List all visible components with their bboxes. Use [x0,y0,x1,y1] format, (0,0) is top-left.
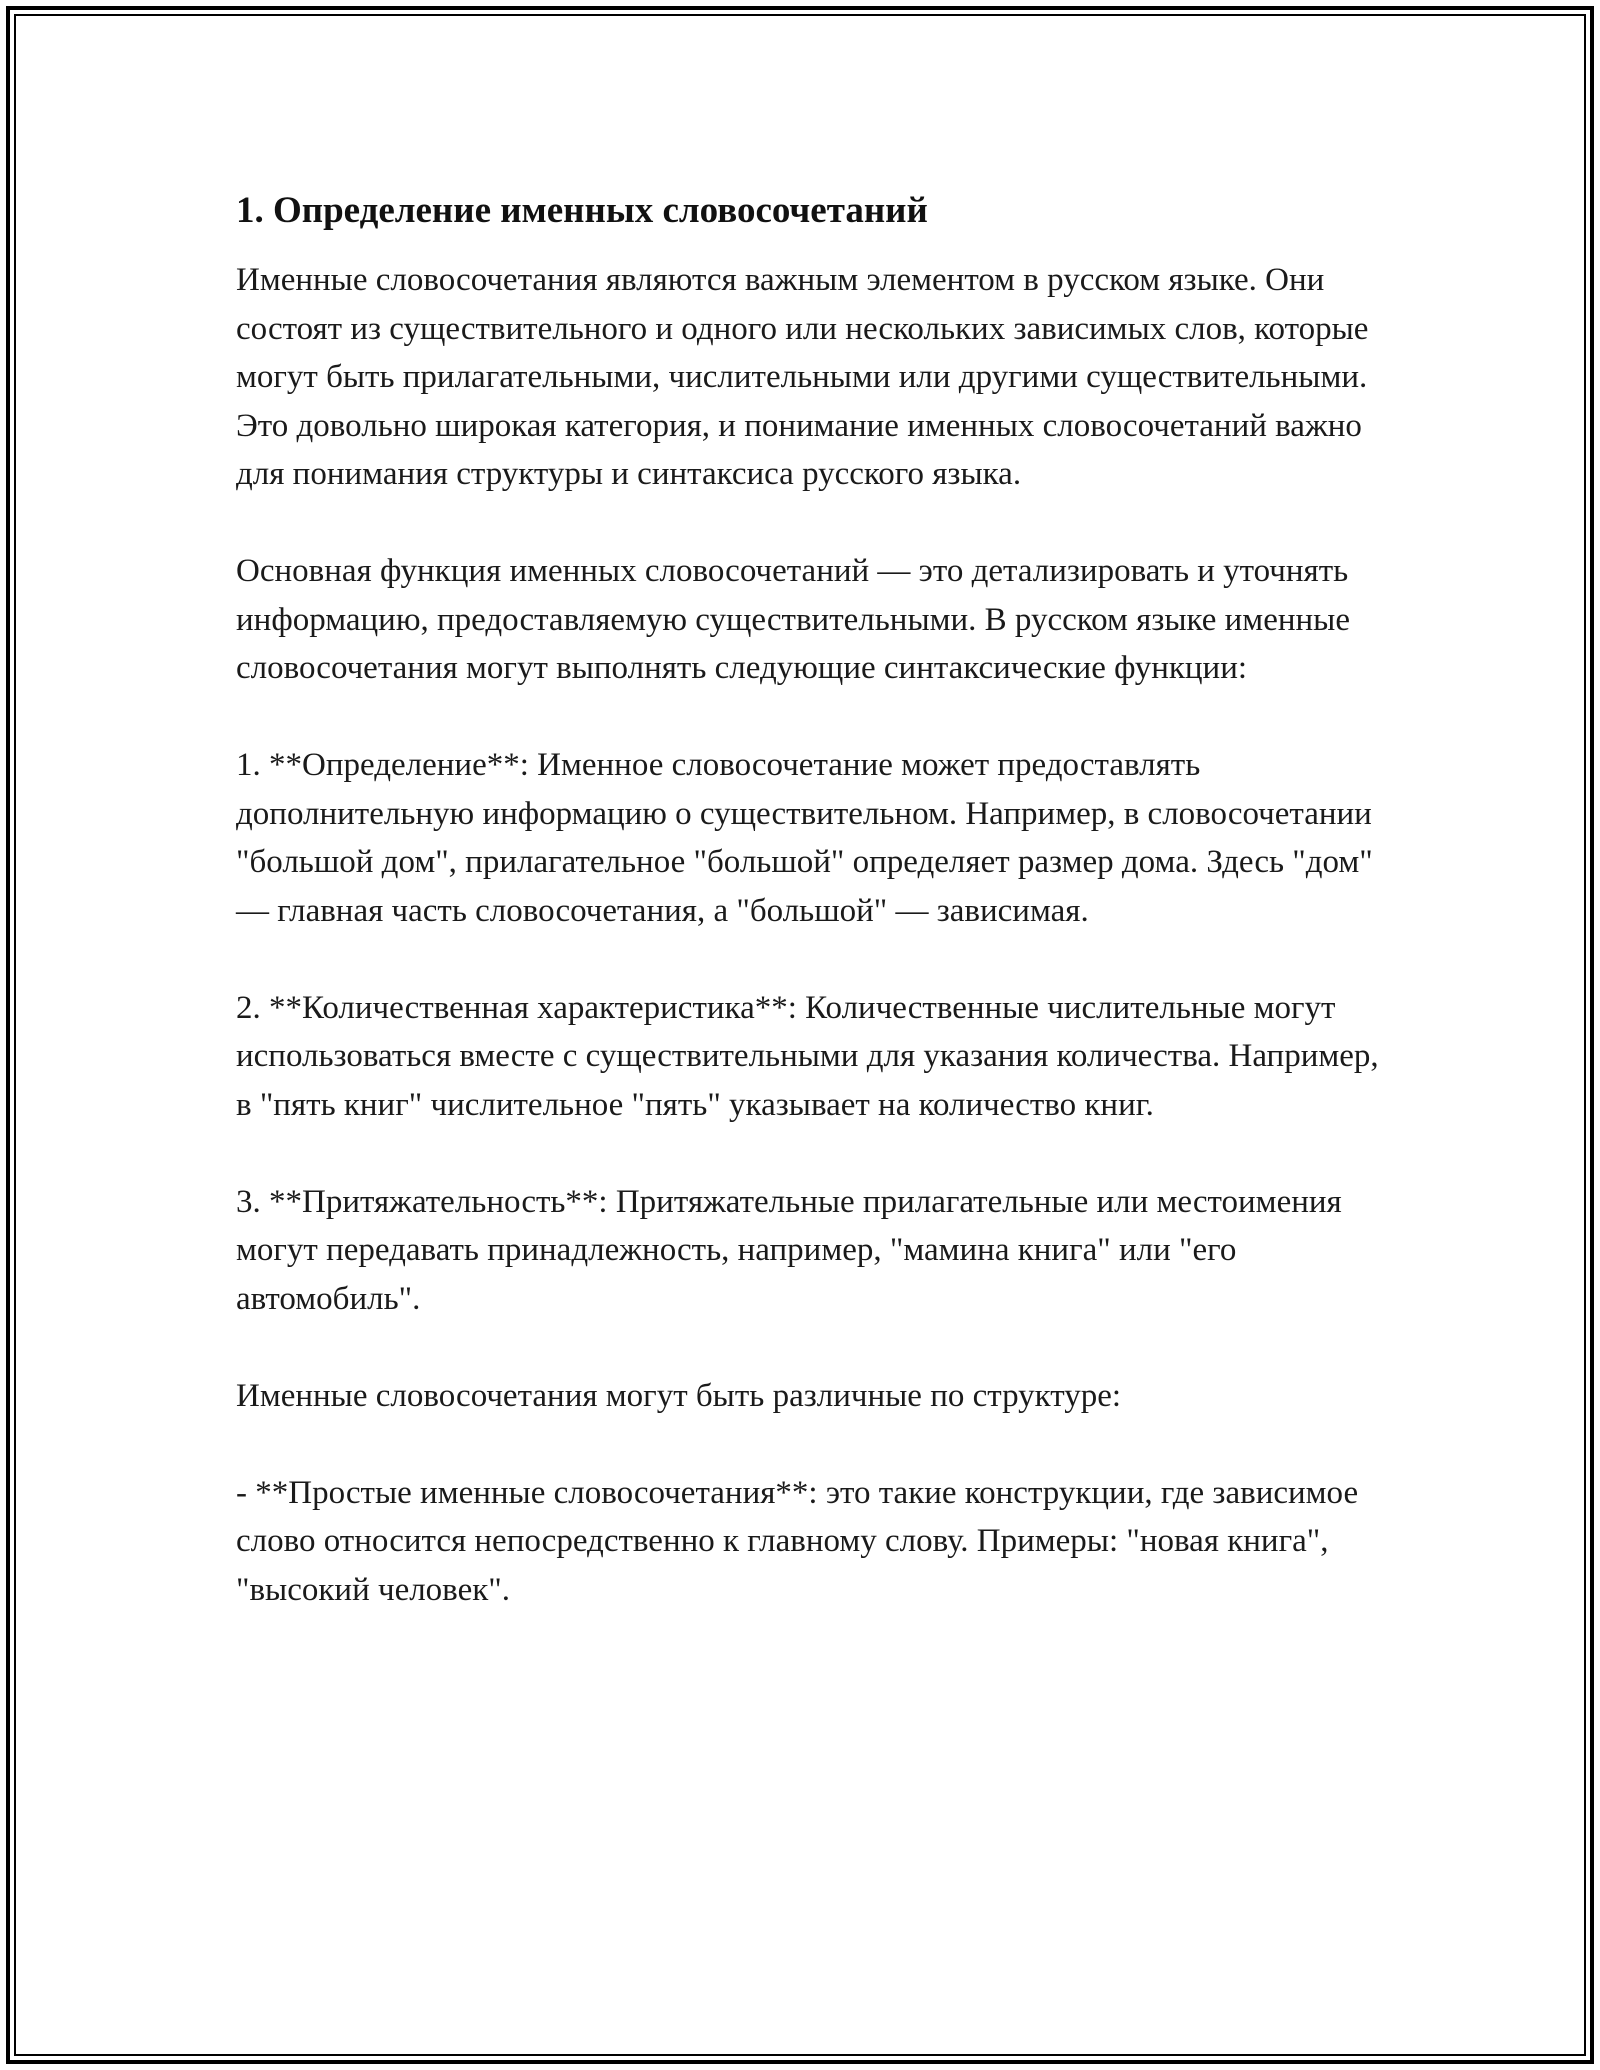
paragraph-intro: Именные словосочетания являются важным элементом в русском языке. Они состоят из существительного и одного или нескольких зависимых слов, которые могут быть прилагательными, числительными или другими существительными. Это довольно широкая категория, и понимание именных словосочетаний важно для понимания структуры и синтаксиса русского языка. [236,262,1369,492]
list-item-definition: 1. **Определение**: Именное словосочетание может предоставлять дополнительную информацию о существительном. Например, в словосочетании "большой дом", прилагательное "большой" определяет размер дома. Здесь "дом" — главная часть словосочетания, а "большой" — зависимая. [236,747,1373,929]
paragraph-structure: Именные словосочетания могут быть различные по структуре: [236,1377,1122,1414]
document-body [236,186,1386,1614]
list-item-simple: - **Простые именные словосочетания**: это такие конструкции, где зависимое слово относится непосредственно к главному слову. Примеры: "новая книга", "высокий человек". [236,1474,1359,1608]
section-heading: 1. Определение именных словосочетаний [236,190,928,231]
list-item-quantity: 2. **Количественная характеристика**: Количественные числительные могут использоваться вместе с существительными для указания количества. Например, в "пять книг" числительное "пять" указывает на количество книг. [236,989,1379,1123]
paragraph-functions: Основная функция именных словосочетаний — это детализировать и уточнять информацию, предоставляемую существительными. В русском языке именные словосочетания могут выполнять следующие синтаксические функции: [236,553,1350,686]
list-item-possessive: 3. **Притяжательность**: Притяжательные прилагательные или местоимения могут передавать принадлежность, например, "мамина книга" или "его автомобиль". [236,1183,1342,1317]
